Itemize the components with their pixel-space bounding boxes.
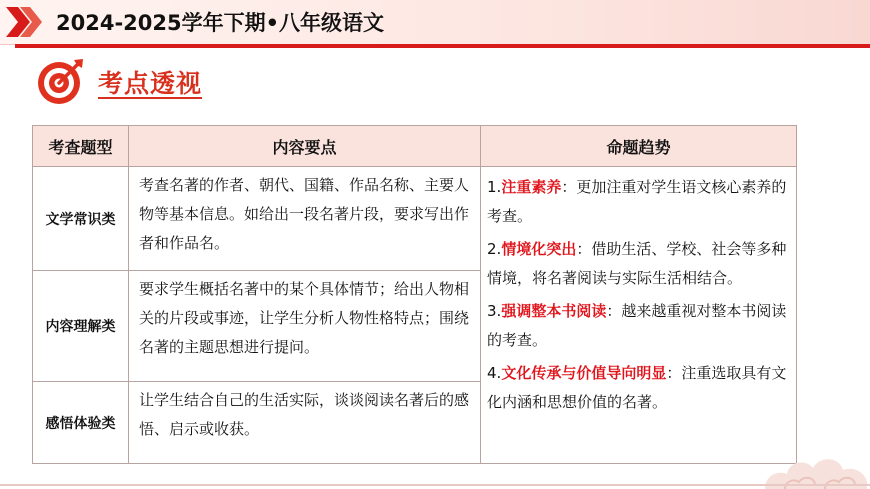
page-title: 2024-2025学年下期•八年级语文 xyxy=(56,11,385,35)
content-cell xyxy=(129,271,481,382)
chevron-right-icon xyxy=(4,5,44,39)
content-cell xyxy=(129,167,481,271)
trend-number: 1. xyxy=(487,178,502,196)
header-bar xyxy=(0,0,870,45)
trend-number: 4. xyxy=(487,364,502,382)
trend-keyword: 情境化突出 xyxy=(501,240,577,258)
exam-analysis-table xyxy=(32,125,797,464)
section-title: 考点透视 xyxy=(98,69,203,98)
table-row xyxy=(33,167,797,271)
trend-number: 3. xyxy=(487,302,502,320)
content-text: 让学生结合自己的生活实际，谈谈阅读名著后的感悟、启示或收获。 xyxy=(139,391,470,438)
column-header: 内容要点 xyxy=(129,126,481,167)
trend-text: ：注重选取具有文化内涵和思想价值的名著。 xyxy=(487,364,787,411)
column-header: 命题趋势 xyxy=(481,126,797,167)
target-icon xyxy=(36,56,86,106)
trend-item xyxy=(487,359,788,417)
column-header: 考查题型 xyxy=(33,126,129,167)
content-text: 要求学生概括名著中的某个具体情节；给出人物相关的片段或事迹，让学生分析人物性格特点；围绕名著的主题思想进行提问。 xyxy=(139,280,470,356)
trend-text: ：更加注重对学生语文核心素养的考查。 xyxy=(487,178,787,225)
question-type-cell: 内容理解类 xyxy=(33,271,129,382)
trend-number: 2. xyxy=(487,240,502,258)
header-divider xyxy=(15,44,870,48)
footer-divider xyxy=(0,484,870,486)
trend-keyword: 文化传承与价值导向明显 xyxy=(501,364,667,382)
question-type-cell: 感悟体验类 xyxy=(33,382,129,464)
trend-cell xyxy=(481,167,797,464)
table-header-row xyxy=(33,126,797,167)
trend-text: ：越来越重视对整本书阅读的考查。 xyxy=(487,302,787,349)
question-type-cell: 文学常识类 xyxy=(33,167,129,271)
trend-item xyxy=(487,173,788,231)
trend-keyword: 注重素养 xyxy=(501,178,562,196)
trend-keyword: 强调整本书阅读 xyxy=(501,302,607,320)
trend-item xyxy=(487,297,788,355)
content-cell xyxy=(129,382,481,464)
trend-item xyxy=(487,235,788,293)
content-text: 考查名著的作者、朝代、国籍、作品名称、主要人物等基本信息。如给出一段名著片段，要求写出作者和作品名。 xyxy=(139,176,470,252)
cloud-decoration-icon xyxy=(755,440,870,489)
trend-text: ：借助生活、学校、社会等多种情境，将名著阅读与实际生活相结合。 xyxy=(487,240,787,287)
